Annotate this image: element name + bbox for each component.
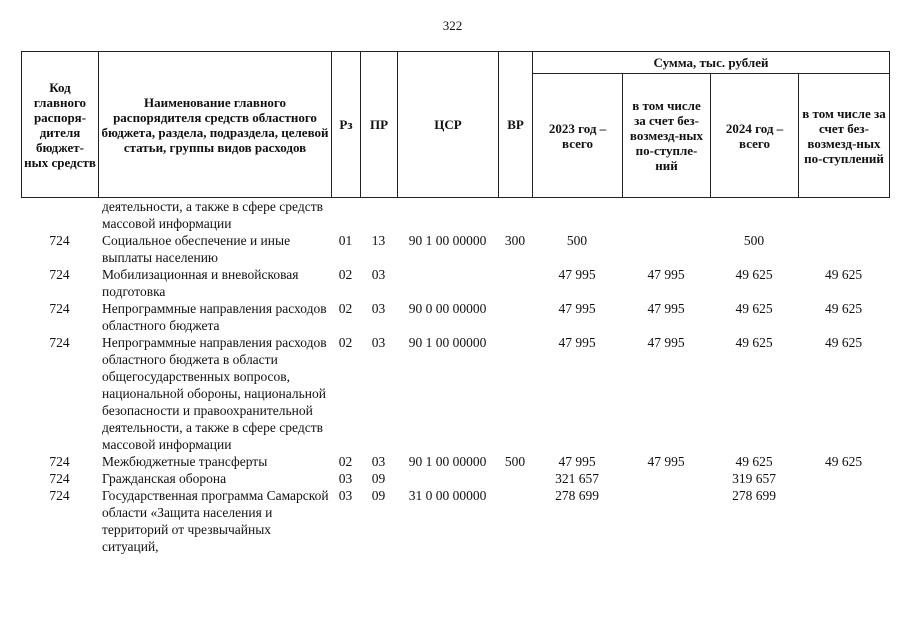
- pr-cell: 03: [371, 267, 386, 282]
- table-row: [21, 300, 889, 334]
- vr-cell: [498, 198, 532, 232]
- csr-cell: 90 0 00 00000: [408, 301, 487, 316]
- sum-2024-cell: 319 657: [732, 471, 776, 486]
- rz-cell: 03: [338, 488, 353, 503]
- header-vr: ВР: [499, 52, 533, 198]
- table-body: [21, 198, 889, 555]
- vr-cell: 500: [504, 454, 526, 469]
- vr-cell: [498, 266, 532, 300]
- name-cell: Мобилизационная и вневойсковая подготовка: [102, 267, 299, 299]
- sum-2023-cell: 321 657: [555, 471, 599, 486]
- pr-cell: [360, 198, 397, 232]
- rz-cell: 01: [338, 233, 353, 248]
- table-header: [21, 51, 890, 198]
- pr-cell: 09: [371, 488, 386, 503]
- name-cell: Непрограммные направления расходов областного бюджета в области общегосударственных вопросов, национальной обороны, национальной безопасности и правоохранительной деятельности, а также в сфере средств массовой информации: [102, 335, 327, 452]
- sum-2024-cell: 49 625: [735, 454, 773, 469]
- free-2024-cell: 49 625: [824, 267, 863, 282]
- pr-cell: 09: [371, 471, 386, 486]
- header-2024-free: в том числе за счет без-возмезд-ных по-ступлений: [799, 74, 890, 198]
- sum-2024-cell: 49 625: [735, 301, 773, 316]
- csr-cell: [397, 198, 498, 232]
- free-2023-cell: [622, 470, 710, 487]
- free-2024-cell: [798, 487, 889, 555]
- header-pr: ПР: [361, 52, 398, 198]
- rz-cell: 02: [338, 267, 353, 282]
- pr-cell: 03: [371, 301, 386, 316]
- pr-cell: 03: [371, 335, 386, 350]
- header-2023-free: в том числе за счет без-возмезд-ных по-ступле-ний: [623, 74, 711, 198]
- code-cell: 724: [49, 454, 70, 469]
- free-2024-cell: 49 625: [824, 301, 863, 316]
- free-2023-cell: [622, 232, 710, 266]
- free-2024-cell: [798, 232, 889, 266]
- pr-cell: 13: [371, 233, 386, 248]
- sum-2023-cell: 47 995: [558, 267, 596, 282]
- header-code: Код главного распоря-дителя бюджет-ных средств: [22, 52, 99, 198]
- sum-2024-cell: 49 625: [735, 335, 773, 350]
- header-csr: ЦСР: [398, 52, 499, 198]
- vr-cell: [498, 487, 532, 555]
- rz-cell: [331, 198, 360, 232]
- table-row: [21, 232, 889, 266]
- header-2024-total: 2024 год – всего: [711, 74, 799, 198]
- table-row: [21, 453, 889, 470]
- name-cell: Гражданская оборона: [102, 471, 227, 486]
- name-cell: деятельности, а также в сфере средств массовой информации: [102, 199, 323, 231]
- sum-2023-cell: 278 699: [555, 488, 599, 503]
- table-row: [21, 470, 889, 487]
- csr-cell: 90 1 00 00000: [408, 233, 487, 248]
- free-2024-cell: [798, 470, 889, 487]
- sum-2024-cell: 49 625: [735, 267, 773, 282]
- rz-cell: 02: [338, 335, 353, 350]
- table-row: [21, 266, 889, 300]
- csr-cell: 90 1 00 00000: [408, 335, 487, 350]
- free-2023-cell: 47 995: [647, 267, 685, 282]
- table-row: [21, 334, 889, 453]
- name-cell: Государственная программа Самарской области «Защита населения и территорий от чрезвычайных ситуаций,: [102, 488, 329, 554]
- rz-cell: 02: [338, 454, 353, 469]
- sum-2024-cell: 278 699: [732, 488, 776, 503]
- rz-cell: 02: [338, 301, 353, 316]
- code-cell: 724: [49, 471, 70, 486]
- sum-2023-cell: 47 995: [558, 454, 596, 469]
- page-number: 322: [442, 18, 463, 33]
- csr-cell: 90 1 00 00000: [408, 454, 487, 469]
- header-name: Наименование главного распорядителя средств областного бюджета, раздела, подраздела, целевой статьи, группы видов расходов: [99, 52, 332, 198]
- csr-cell: [397, 266, 498, 300]
- free-2023-cell: [622, 487, 710, 555]
- free-2024-cell: [798, 198, 889, 232]
- code-cell: 724: [49, 335, 70, 350]
- table-row: [21, 198, 889, 232]
- vr-cell: [498, 470, 532, 487]
- free-2023-cell: [622, 198, 710, 232]
- name-cell: Непрограммные направления расходов областного бюджета: [102, 301, 327, 333]
- csr-cell: [397, 470, 498, 487]
- name-cell: Социальное обеспечение и иные выплаты населению: [102, 233, 291, 265]
- sum-2023-cell: [532, 198, 622, 232]
- free-2024-cell: 49 625: [824, 454, 863, 469]
- vr-cell: [498, 300, 532, 334]
- code-cell: 724: [49, 233, 70, 248]
- csr-cell: 31 0 00 00000: [408, 488, 487, 503]
- pr-cell: 03: [371, 454, 386, 469]
- sum-2024-cell: 500: [743, 233, 765, 248]
- sum-2023-cell: 500: [566, 233, 588, 248]
- sum-2023-cell: 47 995: [558, 301, 596, 316]
- header-sum-group: Сумма, тыс. рублей: [533, 52, 890, 74]
- sum-2024-cell: [710, 198, 798, 232]
- code-cell: 724: [49, 488, 70, 503]
- rz-cell: 03: [338, 471, 353, 486]
- vr-cell: [498, 334, 532, 453]
- free-2023-cell: 47 995: [647, 454, 685, 469]
- sum-2023-cell: 47 995: [558, 335, 596, 350]
- free-2023-cell: 47 995: [647, 335, 685, 350]
- vr-cell: 300: [504, 233, 526, 248]
- code-cell: 724: [49, 301, 70, 316]
- free-2023-cell: 47 995: [647, 301, 685, 316]
- code-cell: [21, 198, 98, 232]
- table-row: [21, 487, 889, 555]
- header-2023-total: 2023 год – всего: [533, 74, 623, 198]
- code-cell: 724: [49, 267, 70, 282]
- free-2024-cell: 49 625: [824, 335, 863, 350]
- name-cell: Межбюджетные трансферты: [102, 454, 268, 469]
- header-rz: Рз: [332, 52, 361, 198]
